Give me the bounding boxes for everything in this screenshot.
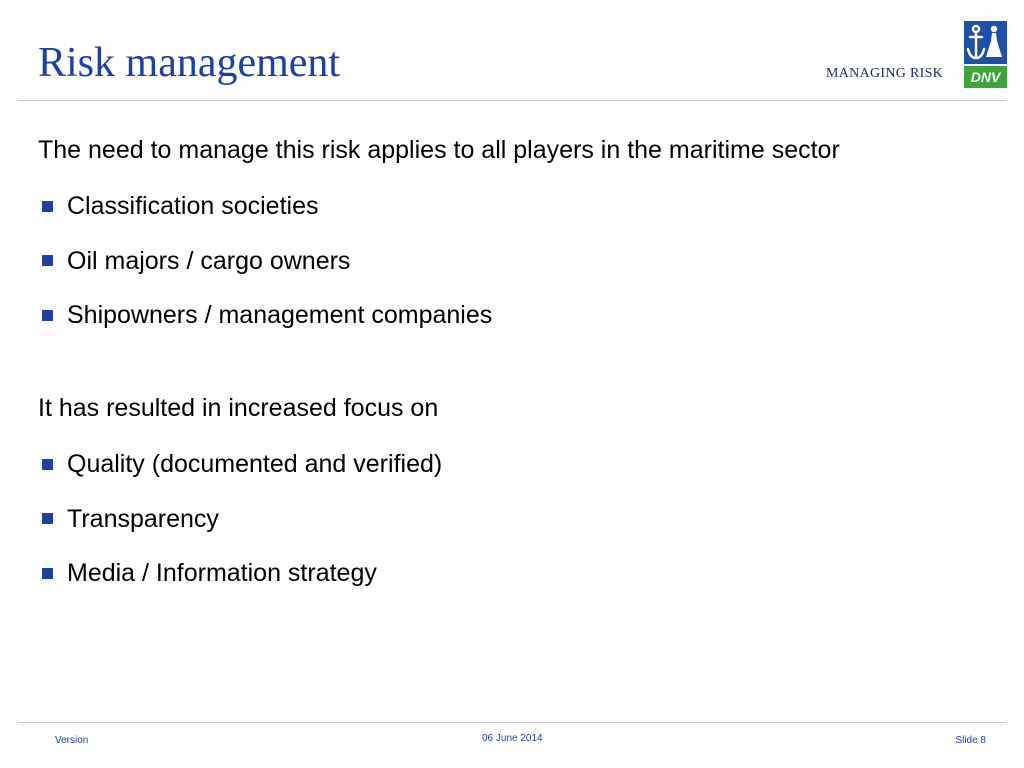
list-item-text: Transparency: [67, 504, 219, 533]
list-item: [38, 288, 492, 343]
footer-divider: [18, 722, 1006, 723]
list-item: [38, 179, 492, 234]
footer-date: 06 June 2014: [482, 733, 543, 744]
dnv-logo-icon: [964, 21, 1007, 88]
list-item: [38, 234, 492, 289]
logo-text: DNV: [970, 69, 1001, 85]
list-item-text: Media / Information strategy: [67, 559, 377, 588]
list-item: [38, 546, 442, 601]
square-bullet-icon: [42, 568, 53, 579]
list-item-text: Quality (documented and verified): [67, 450, 443, 479]
square-bullet-icon: [42, 513, 53, 524]
list-item-text: Shipowners / management companies: [67, 301, 493, 330]
section2-bullet-list: [38, 437, 442, 601]
list-item: [38, 492, 442, 547]
slide-number: Slide 8: [955, 735, 986, 746]
square-bullet-icon: [42, 310, 53, 321]
square-bullet-icon: [42, 459, 53, 470]
square-bullet-icon: [42, 255, 53, 266]
list-item: [38, 437, 442, 492]
section2-heading: It has resulted in increased focus on: [38, 394, 439, 422]
header-divider: [18, 100, 1006, 101]
list-item-text: Classification societies: [67, 192, 319, 221]
dnv-logo: [964, 21, 1007, 88]
section1-bullet-list: [38, 179, 492, 343]
footer-version: Version: [55, 735, 89, 746]
list-item-text: Oil majors / cargo owners: [67, 246, 351, 275]
tagline: MANAGING RISK: [826, 66, 944, 81]
page-title: Risk management: [38, 40, 341, 86]
section1-heading: The need to manage this risk applies to all players in the maritime sector: [38, 136, 840, 164]
square-bullet-icon: [42, 201, 53, 212]
